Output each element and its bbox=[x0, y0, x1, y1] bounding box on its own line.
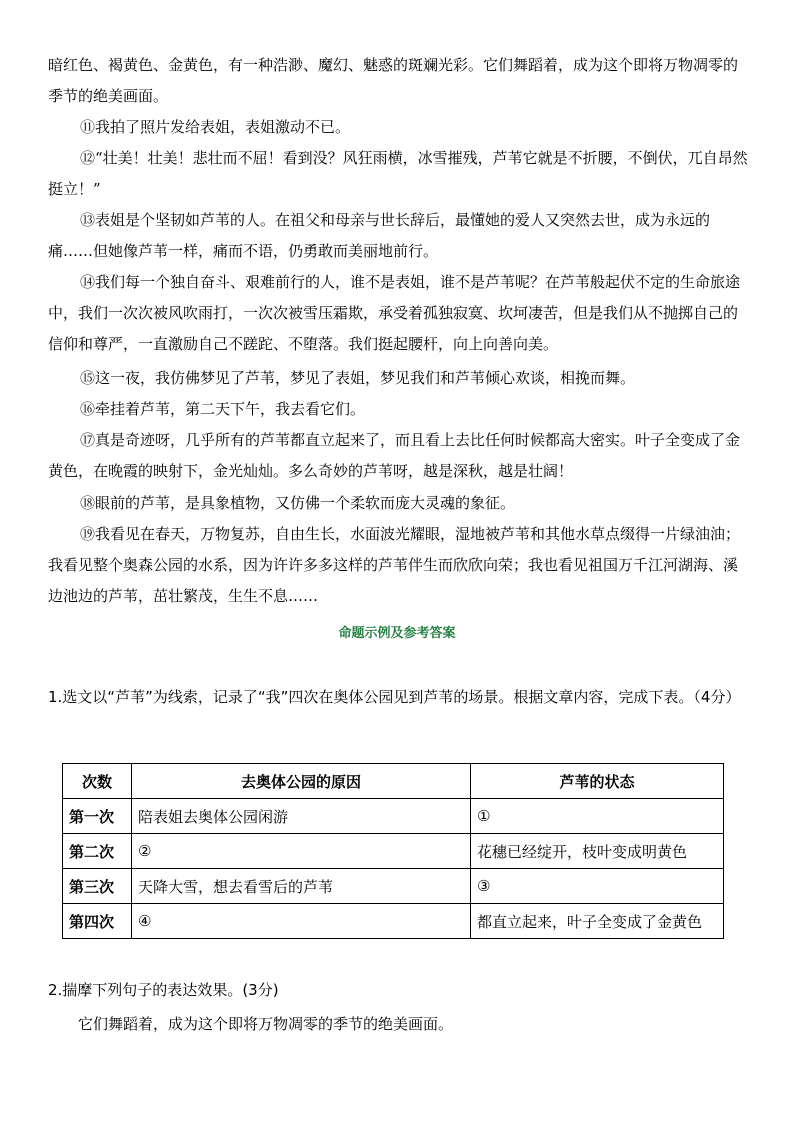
table-cell-visit: 第一次 bbox=[63, 799, 132, 834]
table-row bbox=[63, 834, 724, 869]
table-row bbox=[63, 904, 724, 939]
answer-table bbox=[62, 763, 724, 939]
paragraph-12: ⑫“壮美！壮美！悲壮而不屈！看到没？风狂雨横，冰雪摧残，芦苇它就是不折腰，不倒伏，兀自昂然挺立！” bbox=[48, 149, 748, 198]
table-cell-state: 花穗已经绽开，枝叶变成明黄色 bbox=[471, 834, 724, 869]
question-2-quote: 它们舞蹈着，成为这个即将万物凋零的季节的绝美画面。 bbox=[78, 1015, 454, 1033]
question-2: 2.揣摩下列句子的表达效果。(3分) bbox=[48, 981, 279, 999]
table-cell-visit: 第三次 bbox=[63, 869, 132, 904]
section-heading: 命题示例及参考答案 bbox=[338, 626, 456, 641]
table-cell-reason: 天降大雪，想去看雪后的芦苇 bbox=[132, 869, 471, 904]
table-cell-state: ③ bbox=[471, 869, 724, 904]
paragraph-15: ⑮这一夜，我仿佛梦见了芦苇，梦见了表姐，梦见我们和芦苇倾心欢谈，相挽而舞。 bbox=[80, 369, 636, 387]
table-cell-state: 都直立起来，叶子全变成了金黄色 bbox=[471, 904, 724, 939]
paragraph-continued: 暗红色、褐黄色、金黄色，有一种浩渺、魔幻、魅惑的斑斓光彩。它们舞蹈着，成为这个即将万物凋零的季节的绝美画面。 bbox=[48, 56, 739, 105]
table-cell-visit: 第四次 bbox=[63, 904, 132, 939]
table-header-row bbox=[63, 764, 724, 799]
paragraph-14: ⑭我们每一个独自奋斗、艰难前行的人，谁不是表姐，谁不是芦苇呢？在芦苇般起伏不定的生命旅途中，我们一次次被风吹雨打，一次次被雪压霜欺，承受着孤独寂寞、坎坷凄苦，但是我们从不抛掷自己的信仰和尊严，一直激励自己不蹉跎、不堕落。我们挺起腰杆，向上向善向美。 bbox=[48, 273, 741, 353]
paragraph-13: ⑬表姐是个坚韧如芦苇的人。在祖父和母亲与世长辞后，最懂她的爱人又突然去世，成为永远的痛……但她像芦苇一样，痛而不语，仍勇敢而美丽地前行。 bbox=[48, 211, 711, 260]
paragraph-19: ⑲我看见在春天，万物复苏，自由生长，水面波光耀眼，湿地被芦苇和其他水草点缀得一片绿油油；我看见整个奥森公园的水系，因为许许多多这样的芦苇伴生而欣欣向荣；我也看见祖国万千江河湖海、溪边池边的芦苇，茁壮繁茂，生生不息…… bbox=[48, 525, 741, 605]
paragraph-11: ⑪我拍了照片发给表姐，表姐激动不已。 bbox=[80, 118, 351, 136]
question-1: 1.选文以“芦苇”为线索，记录了“我”四次在奥体公园见到芦苇的场景。根据文章内容，完成下表。（4分） bbox=[48, 688, 741, 706]
paragraph-18: ⑱眼前的芦苇，是具象植物，又仿佛一个柔软而庞大灵魂的象征。 bbox=[80, 494, 516, 512]
table-cell-reason: 陪表姐去奥体公园闲游 bbox=[132, 799, 471, 834]
table-cell-reason: ④ bbox=[132, 904, 471, 939]
table-header-count: 次数 bbox=[63, 764, 132, 799]
table-header-state: 芦苇的状态 bbox=[471, 764, 724, 799]
table-header-reason: 去奥体公园的原因 bbox=[132, 764, 471, 799]
paragraph-16: ⑯牵挂着芦苇，第二天下午，我去看它们。 bbox=[80, 400, 366, 418]
table-row bbox=[63, 799, 724, 834]
table-cell-reason: ② bbox=[132, 834, 471, 869]
paragraph-17: ⑰真是奇迹呀，几乎所有的芦苇都直立起来了，而且看上去比任何时候都高大密实。叶子全变成了金黄色，在晚霞的映射下，金光灿灿。多么奇妙的芦苇呀，越是深秋，越是壮阔！ bbox=[48, 431, 741, 480]
table-cell-visit: 第二次 bbox=[63, 834, 132, 869]
table-cell-state: ① bbox=[471, 799, 724, 834]
table-row bbox=[63, 869, 724, 904]
